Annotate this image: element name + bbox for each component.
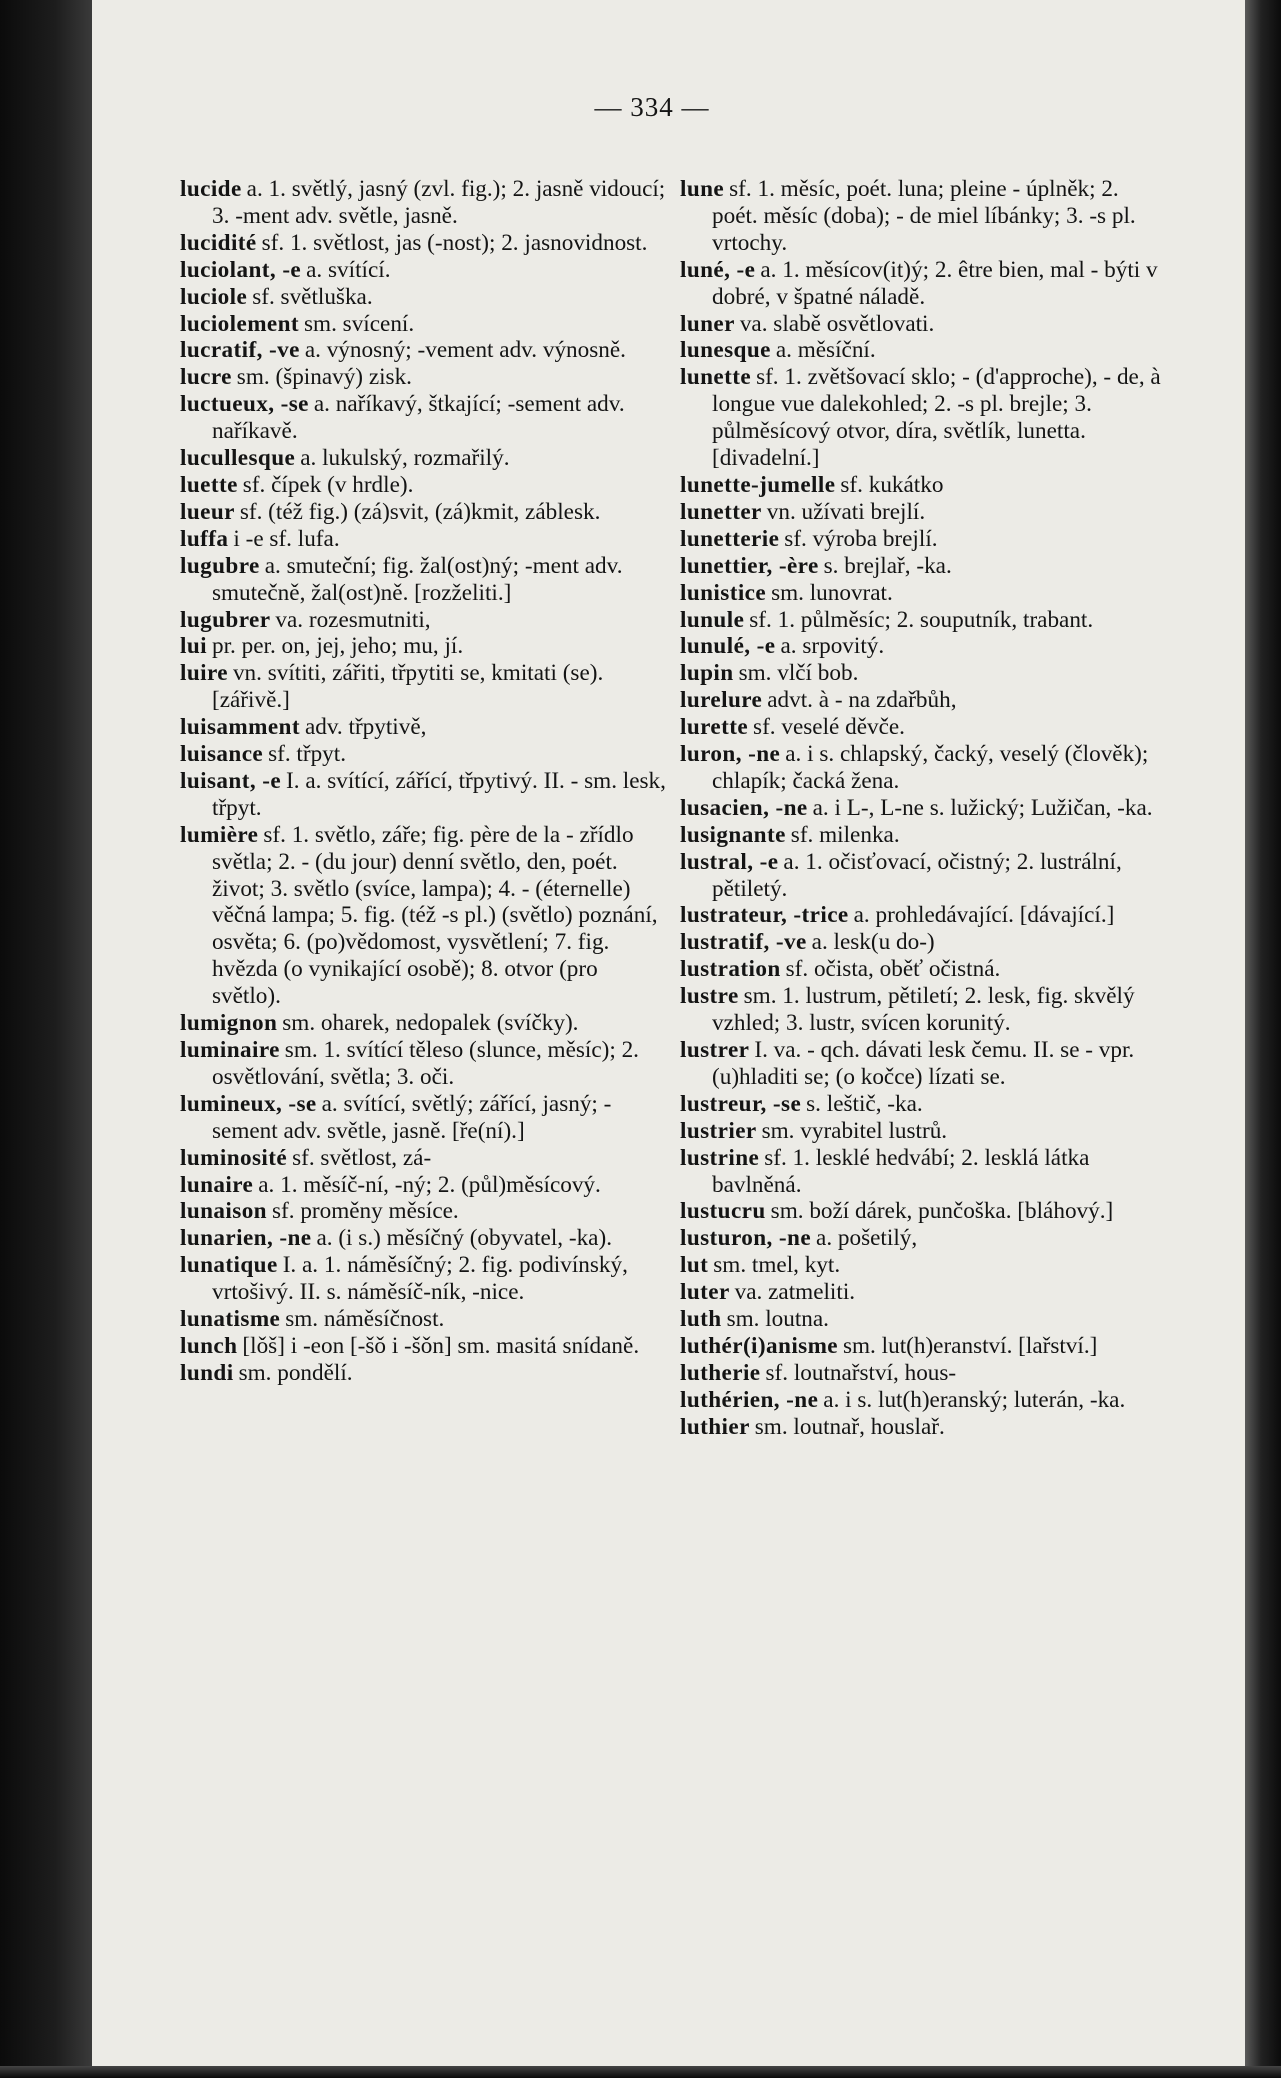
dictionary-entry: [680, 1225, 1168, 1252]
entry-definition: sf. světluška.: [252, 283, 373, 310]
entry-definition: sf. kukátko: [840, 471, 944, 498]
entry-definition: s. leštič, -ka.: [806, 1090, 923, 1117]
dictionary-entry: [680, 1279, 1168, 1306]
entry-definition: va. rozesmutniti,: [275, 606, 431, 633]
dictionary-entry: [180, 1037, 668, 1091]
entry-definition: a. i s. lut(h)eranský; luterán, -ka.: [823, 1386, 1126, 1413]
dictionary-entry: [680, 929, 1168, 956]
entry-headword: lustrateur, -trice: [680, 902, 849, 929]
entry-definition: a. lesk(u do-): [811, 929, 935, 956]
entry-headword: luthérien, -ne: [680, 1386, 819, 1413]
entry-headword: lucide: [180, 176, 242, 202]
entry-headword: luciole: [180, 283, 248, 310]
dictionary-entry: [180, 445, 668, 472]
dictionary-entry: [180, 1198, 668, 1225]
entry-definition: sm. oharek, nedopalek (svíčky).: [282, 1010, 579, 1037]
dictionary-entry: [180, 176, 668, 230]
entry-headword: lunette-jumelle: [680, 471, 836, 498]
entry-definition: pr. per. on, jej, jeho; mu, jí.: [211, 633, 464, 660]
right-column: [680, 176, 1168, 1441]
entry-headword: luthier: [680, 1413, 750, 1440]
entry-definition: sf. třpyt.: [268, 741, 347, 768]
entry-headword: lurelure: [680, 687, 763, 714]
entry-definition: sm. lunovrat.: [771, 579, 893, 606]
entry-headword: lut: [680, 1252, 709, 1279]
entry-definition: a. měsíční.: [775, 337, 876, 364]
entry-headword: luné, -e: [680, 256, 756, 283]
dictionary-entry: [680, 526, 1168, 553]
entry-definition: a. 1. světlý, jasný (zvl. fig.); 2. jasně vidoucí; 3. -ment adv. světle, jasně.: [212, 176, 666, 229]
entry-headword: lunarien, -ne: [180, 1225, 312, 1252]
entry-definition: sf. veselé děvče.: [753, 714, 905, 741]
entry-definition: a. srpovitý.: [780, 633, 885, 660]
dictionary-entry: [180, 391, 668, 445]
entry-definition: sm. vlčí bob.: [738, 660, 859, 687]
entry-definition: I. a. 1. náměsíčný; 2. fig. podivínský, vrtošivý. II. s. náměsíč-ník, -nice.: [212, 1252, 628, 1306]
book-binding-right: [1245, 0, 1281, 2078]
entry-definition: sm. loutna.: [726, 1306, 829, 1333]
entry-definition: a. pošetilý,: [816, 1225, 918, 1252]
entry-headword: luisance: [180, 741, 264, 768]
entry-definition: i -e sf. lufa.: [233, 525, 340, 552]
entry-headword: luminosité: [180, 1144, 288, 1171]
entry-definition: a. prohledávající. [dávající.]: [853, 902, 1115, 929]
entry-headword: lunatique: [180, 1252, 278, 1279]
entry-headword: lustre: [680, 983, 739, 1010]
dictionary-entry: [180, 768, 668, 822]
entry-definition: s. brejlař, -ka.: [823, 552, 952, 579]
entry-headword: luciolant, -e: [180, 256, 302, 283]
entry-definition: a. svítící.: [306, 256, 391, 283]
entry-headword: lurette: [680, 714, 749, 741]
entry-headword: luth: [680, 1306, 722, 1333]
entry-definition: [lǒš] i -eon [-šǒ i -šǒn] sm. masitá snídaně.: [242, 1332, 640, 1359]
entry-definition: advt. à - na zdařbůh,: [767, 687, 957, 714]
dictionary-entry: [680, 1252, 1168, 1279]
entry-headword: luner: [680, 310, 735, 337]
entry-headword: luctueux, -se: [180, 391, 309, 418]
entry-headword: lucratif, -ve: [180, 337, 300, 364]
entry-definition: sm. (špinavý) zisk.: [236, 364, 412, 391]
entry-definition: a. svítící, světlý; zářící, jasný; -sement adv. světle, jasně. [ře(ní).]: [212, 1090, 612, 1144]
dictionary-entry: [180, 660, 668, 714]
entry-headword: lunule: [680, 606, 745, 633]
entry-headword: luminaire: [180, 1037, 280, 1063]
entry-definition: sf. 1. světlo, záře; fig. père de la - zřídlo světla; 2. - (du jour) denní světlo, den, poét. život; 3. světlo (svíce, lampa); 4. - (éternelle) věčná lampa; 5. fig. (též -s pl.) (světlo) poznání, osvěta; 6. (po)vědomost, vysvětlení; 7. fig. hvězda (o vynikající osobě); 8. otvor (pro světlo).: [212, 821, 658, 1010]
dictionary-entry: [180, 1225, 668, 1252]
entry-headword: luire: [180, 660, 228, 687]
dictionary-entry: [680, 176, 1168, 257]
entry-headword: lusignante: [680, 821, 786, 848]
entry-definition: sm. 1. svítící těleso (slunce, měsíc); 2. osvětlování, světla; 3. oči.: [212, 1037, 639, 1090]
entry-definition: vn. svítiti, zářiti, třpytiti se, kmitati (se). [zářivě.]: [212, 660, 604, 714]
entry-definition: a. 1. měsícov(it)ý; 2. être bien, mal - býti v dobré, v špatné náladě.: [712, 256, 1158, 310]
dictionary-entry: [180, 1091, 668, 1145]
entry-headword: lustrine: [680, 1144, 760, 1171]
dictionary-page: [92, 0, 1245, 2078]
entry-headword: luter: [680, 1279, 730, 1306]
entry-headword: lueur: [180, 498, 235, 525]
entry-definition: a. i s. chlapský, čacký, veselý (člověk); chlapík; čacká žena.: [712, 741, 1149, 794]
dictionary-entry: [680, 902, 1168, 929]
entry-definition: sf. světlost, zá-: [292, 1144, 432, 1171]
page-number: — 334 —: [594, 92, 710, 122]
dictionary-entry: [680, 741, 1168, 795]
dictionary-entry: [180, 714, 668, 741]
entry-definition: sm. boží dárek, punčoška. [bláhový.]: [770, 1198, 1114, 1225]
entry-definition: sf. čípek (v hrdle).: [242, 471, 414, 498]
entry-definition: sf. milenka.: [790, 821, 900, 848]
entry-definition: sm. lut(h)eranství. [lařství.]: [843, 1332, 1098, 1359]
entry-headword: lustratif, -ve: [680, 929, 807, 956]
dictionary-entry: [680, 687, 1168, 714]
entry-headword: luthér(i)anisme: [680, 1332, 838, 1359]
dictionary-entry: [680, 849, 1168, 903]
entry-headword: lucidité: [180, 229, 257, 256]
entry-definition: a. lukulský, rozmařilý.: [300, 445, 510, 472]
dictionary-entry: [180, 1333, 668, 1360]
entry-definition: a. smuteční; fig. žal(ost)ný; -ment adv. smutečně, žal(ost)ně. [rozželiti.]: [212, 552, 623, 606]
entry-headword: lundi: [180, 1359, 234, 1386]
dictionary-entry: [180, 364, 668, 391]
dictionary-entry: [180, 1360, 668, 1387]
bottom-edge: [0, 2066, 1281, 2078]
entry-headword: lustrier: [680, 1117, 757, 1144]
entry-headword: lusturon, -ne: [680, 1225, 812, 1252]
entry-headword: lunistice: [680, 579, 767, 606]
dictionary-entry: [180, 553, 668, 607]
dictionary-entry: [180, 1306, 668, 1333]
entry-definition: sf. proměny měsíce.: [271, 1198, 459, 1225]
entry-headword: lunulé, -e: [680, 633, 776, 660]
entry-definition: sm. 1. lustrum, pětiletí; 2. lesk, fig. skvělý vzhled; 3. lustr, svícen korunitý.: [712, 983, 1135, 1037]
dictionary-entry: [680, 1306, 1168, 1333]
entry-headword: luisamment: [180, 714, 300, 741]
entry-headword: lustration: [680, 956, 781, 983]
entry-definition: sf. očista, oběť očistná.: [785, 956, 1001, 983]
entry-headword: lucullesque: [180, 445, 296, 472]
entry-definition: sf. 1. zvětšovací sklo; - (d'approche), - de, à longue vue dalekohled; 2. -s pl. brejle; 3. půlměsícový otvor, díra, světlík, lunetta. [divadelní.]: [712, 364, 1161, 472]
dictionary-entry: [180, 1172, 668, 1199]
entry-headword: lustucru: [680, 1198, 766, 1225]
entry-headword: lupin: [680, 660, 734, 687]
dictionary-entry: [680, 1118, 1168, 1145]
dictionary-entry: [680, 1387, 1168, 1414]
dictionary-entry: [680, 1360, 1168, 1387]
dictionary-entry: [180, 633, 668, 660]
dictionary-entry: [180, 526, 668, 553]
entry-headword: luron, -ne: [680, 741, 781, 768]
dictionary-entry: [680, 983, 1168, 1037]
entry-headword: lugubre: [180, 552, 260, 579]
entry-headword: lustreur, -se: [680, 1090, 802, 1117]
dictionary-entry: [180, 230, 668, 257]
entry-headword: lumignon: [180, 1010, 278, 1037]
entry-headword: lunetterie: [680, 525, 780, 552]
entry-headword: lunaire: [180, 1171, 254, 1198]
dictionary-entry: [680, 337, 1168, 364]
entry-definition: sf. 1. půlměsíc; 2. souputník, trabant.: [749, 606, 1094, 633]
entry-definition: a. naříkavý, štkající; -sement adv. naříkavě.: [212, 391, 625, 445]
dictionary-entry: [180, 257, 668, 284]
dictionary-entry: [680, 580, 1168, 607]
entry-definition: va. zatmeliti.: [734, 1279, 856, 1306]
dictionary-entry: [180, 1145, 668, 1172]
dictionary-entry: [180, 284, 668, 311]
dictionary-entry: [680, 499, 1168, 526]
entry-headword: luisant, -e: [180, 767, 282, 794]
entry-headword: lumière: [180, 821, 259, 848]
entry-definition: sm. vyrabitel lustrů.: [761, 1117, 948, 1144]
entry-definition: sf. 1. měsíc, poét. luna; pleine - úplněk; 2. poét. měsíc (doba); - de miel líbánky; 3. -s pl. vrtochy.: [712, 176, 1136, 256]
entry-headword: lunatisme: [180, 1306, 281, 1333]
dictionary-entry: [680, 660, 1168, 687]
entry-definition: sf. (též fig.) (zá)svit, (zá)kmit, záblesk.: [239, 498, 601, 525]
entry-headword: lunesque: [680, 337, 771, 364]
entry-definition: I. va. - qch. dávati lesk čemu. II. se - vpr. (u)hladiti se; (o kočce) lízati se.: [712, 1037, 1135, 1090]
dictionary-entry: [180, 1010, 668, 1037]
entry-definition: sf. 1. světlost, jas (-nost); 2. jasnovidnost.: [261, 229, 648, 256]
dictionary-entry: [680, 1037, 1168, 1091]
entry-definition: a. výnosný; -vement adv. výnosně.: [304, 337, 626, 364]
entry-headword: luciolement: [180, 310, 300, 337]
entry-definition: sm. pondělí.: [238, 1359, 353, 1386]
dictionary-entry: [180, 311, 668, 338]
dictionary-entry: [680, 311, 1168, 338]
entry-headword: lustral, -e: [680, 848, 779, 875]
entry-definition: a. 1. očisťovací, očistný; 2. lustrální, pětiletý.: [712, 848, 1122, 902]
dictionary-entry: [680, 956, 1168, 983]
entry-headword: lustrer: [680, 1037, 750, 1063]
entry-definition: sm. svícení.: [304, 310, 415, 337]
entry-definition: va. slabě osvětlovati.: [739, 310, 935, 337]
dictionary-entry: [680, 553, 1168, 580]
entry-headword: luette: [180, 471, 238, 498]
entry-definition: a. i L-, L-ne s. lužický; Lužičan, -ka.: [812, 794, 1153, 821]
dictionary-entry: [680, 795, 1168, 822]
entry-headword: lugubrer: [180, 606, 271, 633]
entry-headword: lumineux, -se: [180, 1090, 317, 1117]
entry-headword: lune: [680, 176, 725, 202]
entry-definition: a. 1. měsíč-ní, -ný; 2. (půl)měsícový.: [258, 1171, 601, 1198]
dictionary-entry: [680, 1091, 1168, 1118]
dictionary-entry: [180, 741, 668, 768]
entry-headword: lunaison: [180, 1198, 267, 1225]
entry-headword: lusacien, -ne: [680, 794, 808, 821]
book-binding-left: [0, 0, 92, 2078]
entry-definition: sf. výroba brejlí.: [784, 525, 938, 552]
dictionary-entry: [180, 499, 668, 526]
entry-definition: sm. tmel, kyt.: [713, 1252, 841, 1279]
dictionary-entry: [180, 337, 668, 364]
entry-definition: sf. loutnařství, hous-: [765, 1359, 957, 1386]
dictionary-entry: [180, 1252, 668, 1306]
entry-headword: lutherie: [680, 1359, 761, 1386]
entry-definition: sm. náměsíčnost.: [285, 1306, 445, 1333]
entry-definition: adv. třpytivě,: [304, 714, 427, 741]
entry-definition: I. a. svítící, zářící, třpytivý. II. - sm. lesk, třpyt.: [212, 767, 666, 821]
dictionary-entry: [680, 472, 1168, 499]
dictionary-entry: [680, 257, 1168, 311]
left-column: [180, 176, 668, 1387]
dictionary-entry: [180, 822, 668, 1010]
dictionary-entry: [680, 633, 1168, 660]
entry-definition: a. (i s.) měsíčný (obyvatel, -ka).: [316, 1225, 612, 1252]
dictionary-entry: [680, 607, 1168, 634]
entry-headword: luffa: [180, 525, 229, 552]
dictionary-entry: [680, 1145, 1168, 1199]
dictionary-entry: [680, 714, 1168, 741]
dictionary-entry: [180, 472, 668, 499]
entry-headword: lunch: [180, 1332, 238, 1359]
entry-definition: vn. užívati brejlí.: [766, 498, 926, 525]
dictionary-entry: [680, 1414, 1168, 1441]
entry-headword: lucre: [180, 364, 232, 391]
entry-headword: lunetter: [680, 498, 762, 525]
entry-headword: lunette: [680, 364, 752, 391]
dictionary-entry: [680, 1198, 1168, 1225]
dictionary-entry: [680, 1333, 1168, 1360]
dictionary-entry: [180, 607, 668, 634]
dictionary-entry: [680, 364, 1168, 472]
entry-headword: lunettier, -ère: [680, 552, 819, 579]
dictionary-entry: [680, 822, 1168, 849]
entry-headword: lui: [180, 633, 207, 660]
entry-definition: sm. loutnař, houslař.: [754, 1413, 945, 1440]
entry-definition: sf. 1. lesklé hedvábí; 2. lesklá látka bavlněná.: [712, 1144, 1090, 1198]
